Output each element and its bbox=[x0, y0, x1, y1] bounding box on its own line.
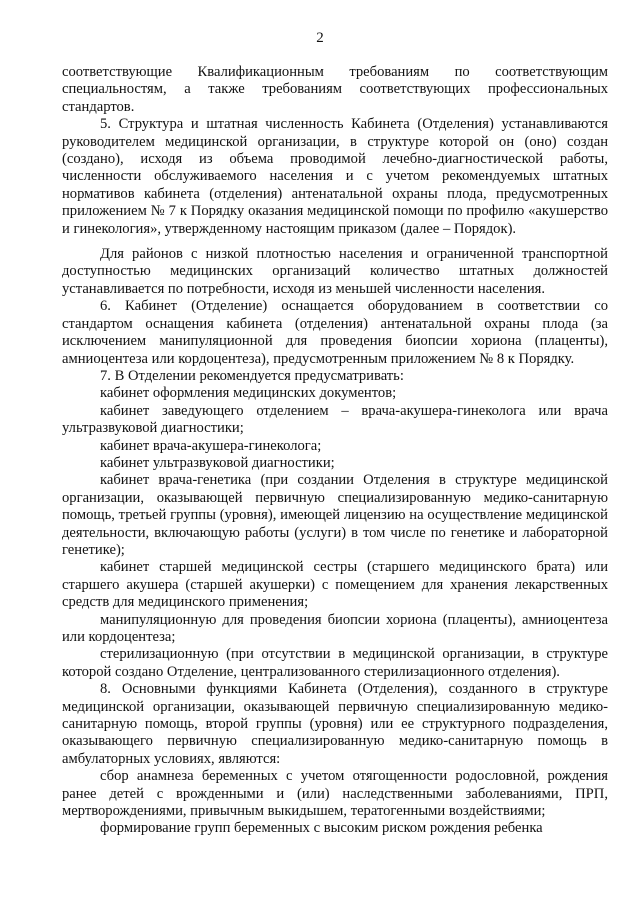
paragraph: 8. Основными функциями Кабинета (Отделения), созданного в структуре медицинской организации, оказывающей первичную специализированную медико-санитарную помощь, второй группы (уровня) или ее структурного подразделения, оказывающего первичную специализированную медико-санитарную помощь в амбулаторных условиях, являются: bbox=[62, 681, 608, 767]
paragraph: кабинет врача-акушера-гинеколога; bbox=[100, 437, 322, 454]
page-number: 2 bbox=[316, 30, 324, 46]
paragraph: кабинет ультразвуковой диагностики; bbox=[100, 454, 335, 471]
paragraph: Для районов с низкой плотностью населения и ограниченной транспортной доступностью медицинских организаций количество штатных должностей устанавливается по потребности, исходя из меньшей численности населения. bbox=[62, 246, 608, 297]
paragraph: 5. Структура и штатная численность Кабинета (Отделения) устанавливаются руководителем медицинской организации, в структуре которой он (оно) создан (создано), исходя из объема проводимой лечебно-диагностической работы, численности обслуживаемого населения и с учетом рекомендуемых штатных нормативов кабинета (отделения) антенатальной охраны плода, предусмотренных приложением № 7 к Порядку оказания медицинской помощи по профилю «акушерство и гинекология», утвержденному настоящим приказом (далее – Порядок). bbox=[62, 116, 608, 237]
paragraph: манипуляционную для проведения биопсии хориона (плаценты), амниоцентеза или кордоцентеза; bbox=[62, 611, 608, 645]
paragraph: сбор анамнеза беременных с учетом отягощенности родословной, рождения ранее детей с врожденными и (или) наследственными заболеваниями, ПРП, мертворождениями, привычным выкидышем, тератогенными воздействиями; bbox=[62, 768, 608, 820]
paragraph: 6. Кабинет (Отделение) оснащается оборудованием в соответствии со стандартом оснащения кабинета (отделения) антенатальной охраны плода (за исключением манипуляционной для проведения биопсии хориона (плаценты), амниоцентеза или кордоцентеза), предусмотренным приложением № 8 к Порядку. bbox=[62, 298, 608, 367]
paragraph: кабинет врача-генетика (при создании Отделения в структуре медицинской организации, оказывающей первичную специализированную медико-санитарную помощь, третьей группы (уровня), имеющей лицензию на осуществление медицинской деятельности, включающую работы (услуги) в том числе по генетике и лабораторной генетике); bbox=[62, 472, 608, 558]
document-body bbox=[62, 64, 608, 838]
paragraph: формирование групп беременных с высоким риском рождения ребенка bbox=[100, 820, 543, 837]
paragraph: стерилизационную (при отсутствии в медицинской организации, в структуре которой создано Отделение, централизованного стерилизационного отделения). bbox=[62, 646, 608, 680]
paragraph: соответствующие Квалификационным требованиям по соответствующим специальностям, а также требованиям соответствующих профессиональных стандартов. bbox=[62, 64, 608, 115]
paragraph: кабинет оформления медицинских документов; bbox=[100, 385, 397, 402]
paragraph: 7. В Отделении рекомендуется предусматривать: bbox=[100, 367, 404, 384]
paragraph: кабинет заведующего отделением – врача-акушера-гинеколога или врача ультразвуковой диагностики; bbox=[62, 402, 608, 437]
paragraph: кабинет старшей медицинской сестры (старшего медицинского брата) или старшего акушера (старшей акушерки) с помещением для хранения лекарственных средств для медицинского применения; bbox=[62, 559, 608, 611]
